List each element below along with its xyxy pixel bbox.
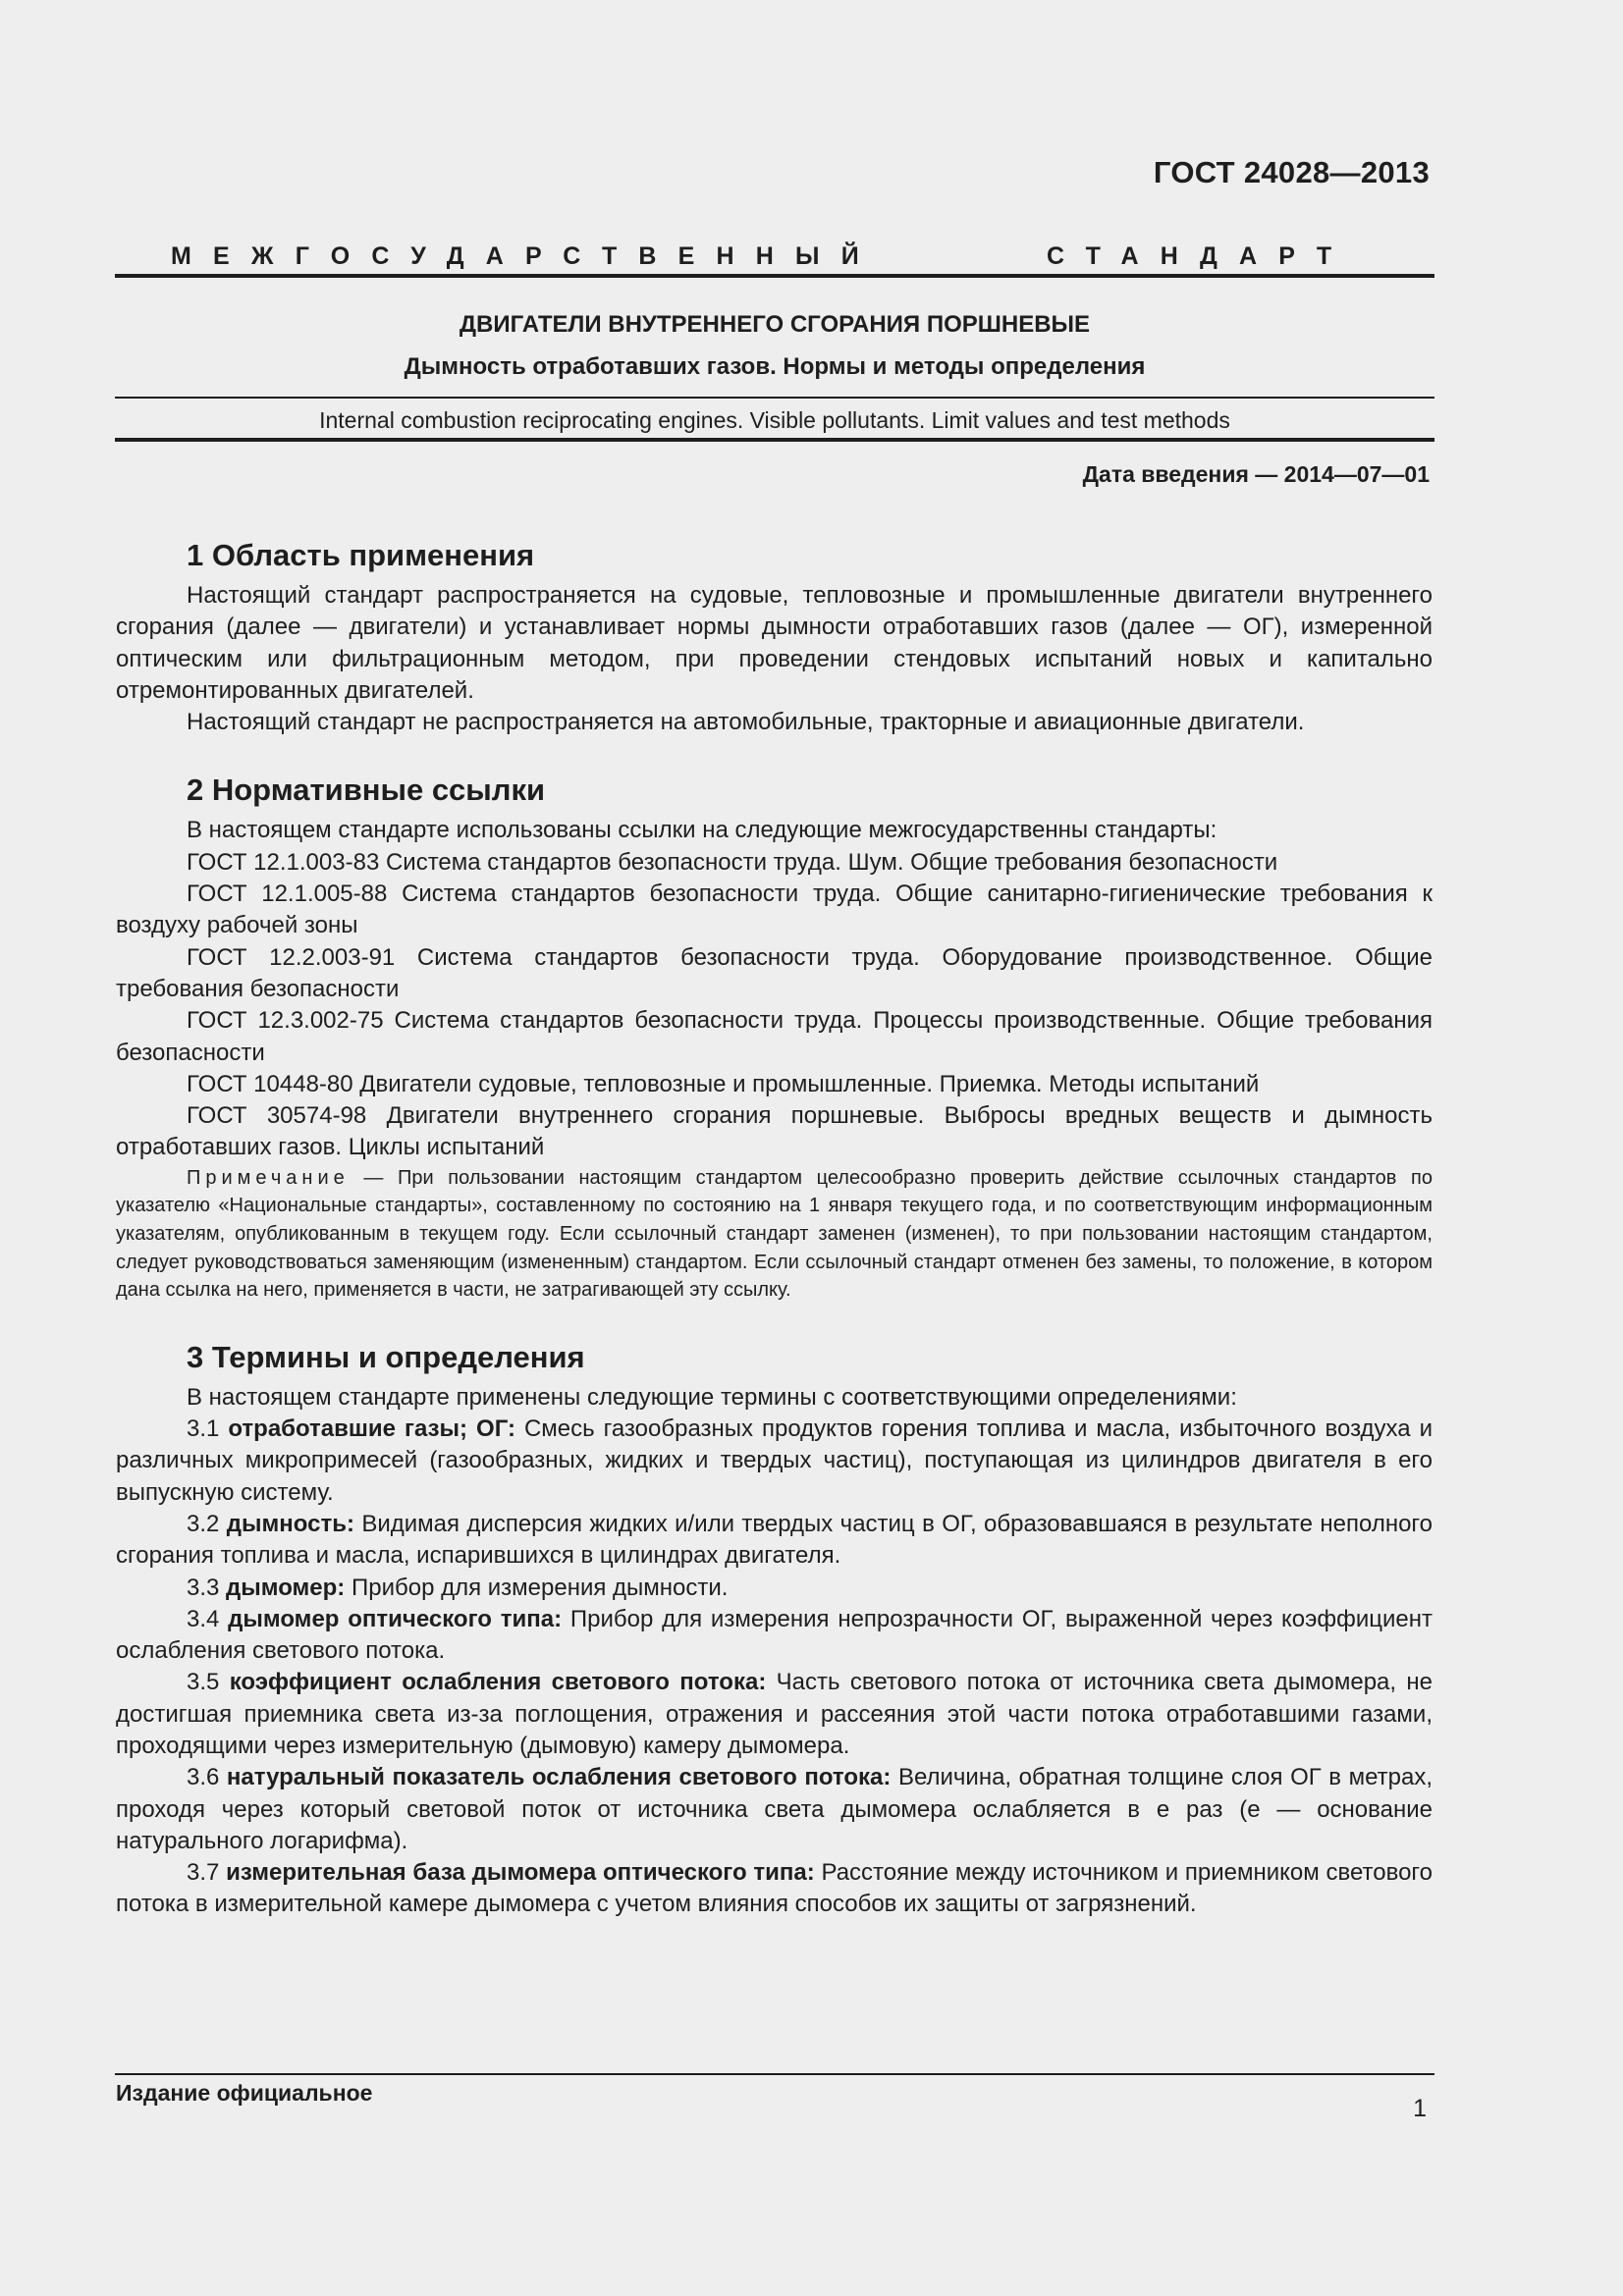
banner-word-standard: СТАНДАРТ xyxy=(1047,242,1354,270)
term-definition xyxy=(116,1604,1433,1668)
document-number: ГОСТ 24028—2013 xyxy=(1153,155,1430,189)
section-3-intro: В настоящем стандарте применены следующие термины с соответствующими определениями: xyxy=(187,1383,1237,1411)
note-text: — При пользовании настоящим стандартом целесообразно проверить действие ссылочных стандартов по указателю «Национальные стандарты», составленному по состоянию на 1 января текущего года, и по соответствующим информационным указателям, опубликованным в текущем году. Если ссылочный стандарт заменен (изменен), то при пользовании настоящим стандартом, следует руководствоваться заменяющим (измененным) стандартом. Если ссылочный стандарт отменен без замены, то положение, в котором дана ссылка на него, применяется в части, не затрагивающей эту ссылку. xyxy=(116,1166,1433,1302)
reference-item: ГОСТ 12.3.002-75 Система стандартов безопасности труда. Процессы производственные. Общие требования безопасности xyxy=(116,1007,1433,1066)
term-text: Расстояние между источником и приемником светового потока в измерительной камере дымомера с учетом влияния способов их защиты от загрязнений. xyxy=(116,1859,1434,1918)
standard-banner xyxy=(116,242,1434,274)
term-definition xyxy=(116,1573,1433,1604)
term-definition xyxy=(116,1509,1433,1573)
banner-word-interstate: МЕЖГОСУДАРСТВЕННЫЙ xyxy=(171,242,881,270)
section-2-note xyxy=(116,1164,1433,1305)
reference-item: ГОСТ 12.2.003-91 Система стандартов безопасности труда. Оборудование производственное. Общие требования безопасности xyxy=(116,943,1433,1002)
term-definition xyxy=(116,1762,1433,1857)
term-text: Часть светового потока от источника света дымомера, не достигшая приемника света из-за поглощения, отражения и рассеяния этой части потока отработавшими газами, проходящими через измерительную (дымовую) камеру дымомера. xyxy=(116,1669,1434,1759)
term-definition xyxy=(116,1667,1433,1762)
term-number: 3.3 xyxy=(187,1574,227,1601)
section-1-heading: 1 Область применения xyxy=(187,538,535,572)
term-definition xyxy=(116,1414,1433,1509)
section-3-heading: 3 Термины и определения xyxy=(187,1339,585,1374)
reference-item: ГОСТ 12.1.005-88 Система стандартов безопасности труда. Общие санитарно-гигиенические требования к воздуху рабочей зоны xyxy=(116,881,1433,939)
term-number: 3.1 xyxy=(187,1415,229,1443)
term-name: дымомер оптического типа: xyxy=(228,1605,563,1632)
term-number: 3.6 xyxy=(187,1764,227,1791)
reference-item: ГОСТ 10448-80 Двигатели судовые, тепловозные и промышленные. Приемка. Методы испытаний xyxy=(187,1070,1260,1097)
term-text: Видимая дисперсия жидких и/или твердых частиц в ОГ, образовавшаяся в результате неполного сгорания топлива и масла, испарившихся в цилиндрах двигателя. xyxy=(116,1510,1434,1570)
note-label: Примечание xyxy=(187,1166,350,1189)
term-text: Прибор для измерения непрозрачности ОГ, выраженной через коэффициент ослабления светового потока. xyxy=(116,1605,1434,1665)
title-rule-thick xyxy=(115,438,1434,442)
term-text: Смесь газообразных продуктов горения топлива и масла, избыточного воздуха и различных микропримесей (газообразных, жидких и твердых частиц), поступающая из цилиндров двигателя в его выпускную систему. xyxy=(116,1415,1434,1506)
title-rule-thin xyxy=(115,397,1434,399)
term-text: Прибор для измерения дымности. xyxy=(345,1574,729,1601)
document-body xyxy=(116,534,1433,1921)
term-name: дымомер: xyxy=(226,1574,346,1601)
document-title-english: Internal combustion reciprocating engines. Visible pollutants. Limit values and test methods xyxy=(319,407,1230,433)
section-2-heading: 2 Нормативные ссылки xyxy=(187,773,546,808)
reference-item: ГОСТ 12.1.003-83 Система стандартов безопасности труда. Шум. Общие требования безопасности xyxy=(187,848,1278,876)
document-subtitle: Дымность отработавших газов. Нормы и методы определения xyxy=(404,353,1146,380)
term-name: отработавшие газы; ОГ: xyxy=(228,1415,515,1443)
term-name: измерительная база дымомера оптического типа: xyxy=(226,1859,815,1887)
page-number: 1 xyxy=(1413,2095,1427,2122)
header-rule-top xyxy=(115,274,1434,278)
section-1-paragraph-1: Настоящий стандарт распространяется на судовые, тепловозные и промышленные двигатели внутреннего сгорания (далее — двигатели) и устанавливает нормы дымности отработавших газов (далее — ОГ), измеренной оптическим или фильтрационным методом, при проведении стендовых испытаний новых и капитально отремонтированных двигателей. xyxy=(116,582,1433,704)
term-number: 3.5 xyxy=(187,1669,230,1696)
term-text: Величина, обратная толщине слоя ОГ в метрах, проходя через который световой поток от источника света дымомера ослабляется в е раз (е — основание натурального логарифма). xyxy=(116,1764,1433,1854)
reference-item: ГОСТ 30574-98 Двигатели внутреннего сгорания поршневые. Выбросы вредных веществ и дымность отработавших газов. Циклы испытаний xyxy=(116,1102,1433,1161)
official-edition-label: Издание официальное xyxy=(116,2080,373,2106)
section-2-intro: В настоящем стандарте использованы ссылки на следующие межгосударственны стандарты: xyxy=(187,817,1217,844)
section-1-paragraph-2: Настоящий стандарт не распространяется на автомобильные, тракторные и авиационные двигатели. xyxy=(187,709,1305,736)
term-definition xyxy=(116,1857,1433,1921)
document-title: ДВИГАТЕЛИ ВНУТРЕННЕГО СГОРАНИЯ ПОРШНЕВЫЕ xyxy=(459,311,1091,338)
introduction-date: Дата введения — 2014—07—01 xyxy=(1082,461,1430,487)
term-number: 3.7 xyxy=(187,1859,227,1887)
term-number: 3.4 xyxy=(187,1605,229,1632)
footer-rule xyxy=(115,2073,1434,2075)
term-number: 3.2 xyxy=(187,1510,227,1537)
term-name: натуральный показатель ослабления светового потока: xyxy=(226,1764,892,1791)
term-name: дымность: xyxy=(226,1510,354,1537)
term-name: коэффициент ослабления светового потока: xyxy=(229,1669,767,1696)
